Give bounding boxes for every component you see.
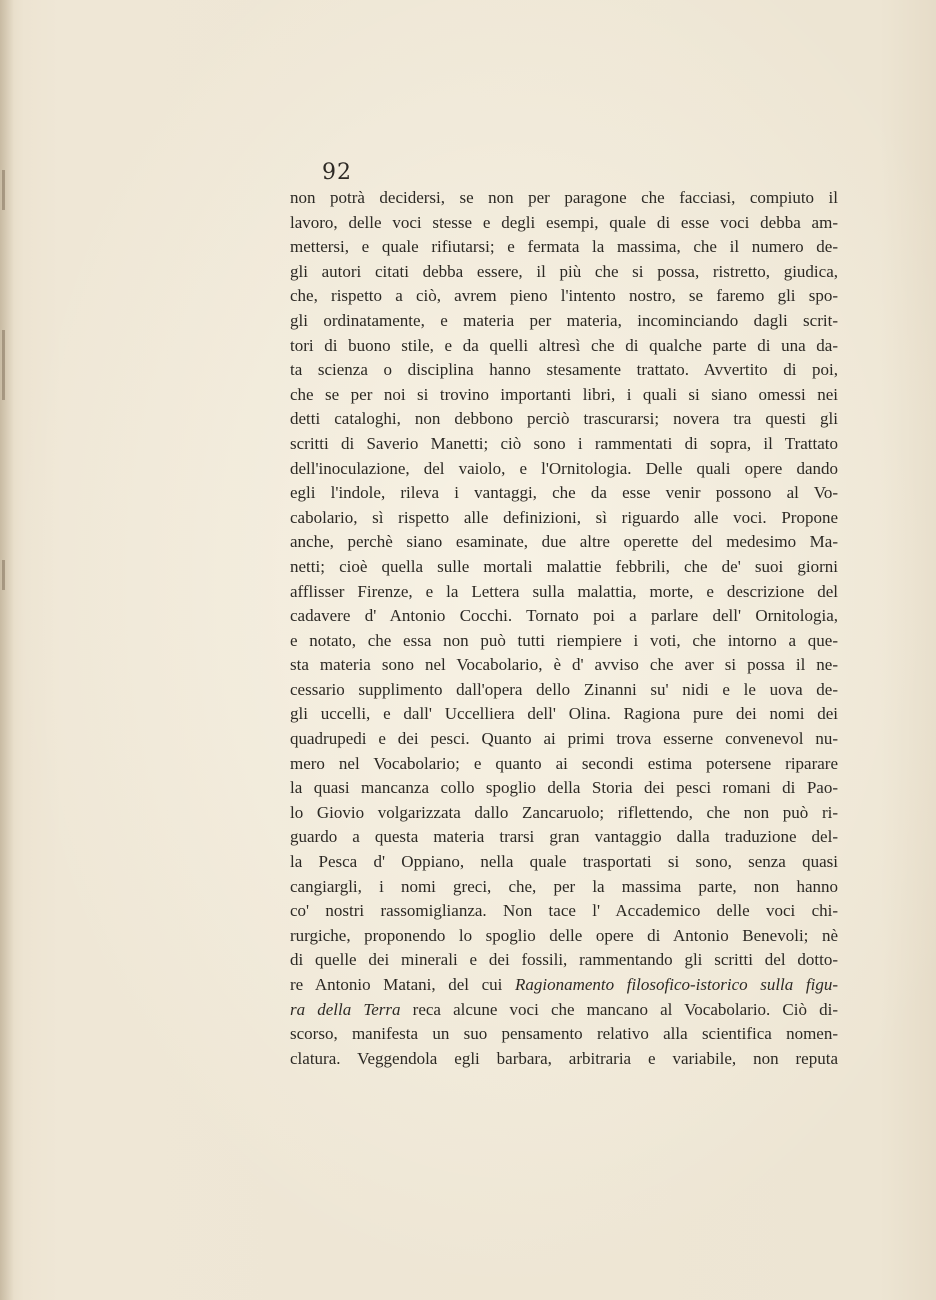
text-line bbox=[290, 653, 838, 678]
text-line bbox=[290, 407, 838, 432]
text-segment: che, rispetto a ciò, avrem pieno l'intento nostro, se faremo gli spo- bbox=[290, 286, 838, 306]
text-line bbox=[290, 948, 838, 973]
text-segment: tori di buono stile, e da quelli altresì che di qualche parte di una da- bbox=[290, 335, 838, 355]
text-line bbox=[290, 260, 838, 285]
text-segment: lo Giovio volgarizzata dallo Zancaruolo; riflettendo, che non può ri- bbox=[290, 802, 838, 822]
text-line bbox=[290, 629, 838, 654]
text-line bbox=[290, 481, 838, 506]
text-line bbox=[290, 457, 838, 482]
text-segment: mettersi, e quale rifiutarsi; e fermata la massima, che il numero de- bbox=[290, 237, 838, 257]
text-segment: quadrupedi e dei pesci. Quanto ai primi trova esserne convenevol nu- bbox=[290, 729, 838, 749]
text-line bbox=[290, 973, 838, 998]
text-segment: egli l'indole, rileva i vantaggi, che da esse venir possono al Vo- bbox=[290, 483, 838, 503]
text-segment: gli uccelli, e dall' Uccelliera dell' Olina. Ragiona pure dei nomi dei bbox=[290, 704, 838, 724]
text-segment: sta materia sono nel Vocabolario, è d' avviso che aver si possa il ne- bbox=[290, 655, 838, 675]
text-segment: che se per noi si trovino importanti libri, i quali si siano omessi nei bbox=[290, 384, 838, 404]
text-line bbox=[290, 235, 838, 260]
text-line bbox=[290, 334, 838, 359]
italic-text-segment: Ragionamento filosofico-istorico sulla figu- bbox=[514, 975, 838, 994]
text-segment: scritti di Saverio Manetti; ciò sono i rammentati di sopra, il Trattato bbox=[290, 433, 838, 453]
text-line bbox=[290, 432, 838, 457]
text-segment: guardo a questa materia trarsi gran vantaggio dalla traduzione del- bbox=[290, 827, 838, 847]
text-line bbox=[290, 186, 838, 211]
text-line bbox=[290, 825, 838, 850]
text-line bbox=[290, 1022, 838, 1047]
text-line bbox=[290, 211, 838, 236]
margin-stain bbox=[2, 170, 5, 210]
text-segment: reca alcune voci che mancano al Vocabolario. Ciò di- bbox=[400, 999, 838, 1019]
text-line bbox=[290, 383, 838, 408]
text-segment: e notato, che essa non può tutti riempiere i voti, che intorno a que- bbox=[290, 630, 838, 650]
text-segment: clatura. Veggendola egli barbara, arbitraria e variabile, non reputa bbox=[290, 1048, 838, 1068]
text-line bbox=[290, 727, 838, 752]
text-line bbox=[290, 678, 838, 703]
text-segment: re Antonio Matani, del cui bbox=[290, 975, 515, 994]
text-line bbox=[290, 924, 838, 949]
text-segment: la Pesca d' Oppiano, nella quale trasportati si sono, senza quasi bbox=[290, 852, 838, 872]
text-segment: netti; cioè quella sulle mortali malattie febbrili, che de' suoi giorni bbox=[290, 556, 838, 576]
body-text bbox=[290, 186, 838, 1071]
text-line bbox=[290, 998, 838, 1023]
text-line bbox=[290, 899, 838, 924]
text-line bbox=[290, 555, 838, 580]
text-line bbox=[290, 358, 838, 383]
text-line bbox=[290, 776, 838, 801]
text-line bbox=[290, 875, 838, 900]
text-line bbox=[290, 309, 838, 334]
text-segment: di quelle dei minerali e dei fossili, rammentando gli scritti del dotto- bbox=[290, 950, 838, 970]
text-line bbox=[290, 506, 838, 531]
page-number: 92 bbox=[322, 160, 352, 185]
text-segment: ta scienza o disciplina hanno stesamente trattato. Avvertito di poi, bbox=[290, 360, 838, 380]
text-line bbox=[290, 801, 838, 826]
text-segment: la quasi mancanza collo spoglio della Storia dei pesci romani di Pao- bbox=[290, 778, 838, 798]
text-segment: gli autori citati debba essere, il più che si possa, ristretto, giudica, bbox=[290, 261, 838, 281]
text-segment: dell'inoculazione, del vaiolo, e l'Ornitologia. Delle quali opere dando bbox=[290, 458, 838, 478]
text-segment: lavoro, delle voci stesse e degli esempi, quale di esse voci debba am- bbox=[290, 212, 838, 232]
text-segment: cessario supplimento dall'opera dello Zinanni su' nidi e le uova de- bbox=[290, 679, 838, 699]
text-line bbox=[290, 752, 838, 777]
text-segment: gli ordinatamente, e materia per materia, incominciando dagli scrit- bbox=[290, 310, 838, 330]
margin-stain bbox=[2, 330, 5, 400]
text-line bbox=[290, 604, 838, 629]
text-line bbox=[290, 702, 838, 727]
text-segment: non potrà decidersi, se non per paragone che facciasi, compiuto il bbox=[290, 188, 838, 207]
text-segment: mero nel Vocabolario; e quanto ai secondi estima potersene riparare bbox=[290, 753, 838, 773]
text-segment: scorso, manifesta un suo pensamento relativo alla scientifica nomen- bbox=[290, 1024, 838, 1044]
text-segment: anche, perchè siano esaminate, due altre operette del medesimo Ma- bbox=[290, 532, 838, 552]
text-segment: cadavere d' Antonio Cocchi. Tornato poi a parlare dell' Ornitologia, bbox=[290, 606, 838, 626]
text-segment: cabolario, sì rispetto alle definizioni, sì riguardo alle voci. Propone bbox=[290, 507, 838, 527]
text-segment: cangiargli, i nomi greci, che, per la massima parte, non hanno bbox=[290, 876, 838, 896]
text-line bbox=[290, 1047, 838, 1072]
text-line bbox=[290, 530, 838, 555]
margin-stain bbox=[2, 560, 5, 590]
text-segment: co' nostri rassomiglianza. Non tace l' Accademico delle voci chi- bbox=[290, 901, 838, 921]
text-line bbox=[290, 850, 838, 875]
text-line bbox=[290, 284, 838, 309]
text-segment: detti cataloghi, non debbono perciò trascurarsi; novera tra questi gli bbox=[290, 409, 838, 429]
text-line bbox=[290, 580, 838, 605]
text-segment: afflisser Firenze, e la Lettera sulla malattia, morte, e descrizione del bbox=[290, 581, 838, 601]
text-segment: rurgiche, proponendo lo spoglio delle opere di Antonio Benevoli; nè bbox=[290, 925, 838, 945]
italic-text-segment: ra della Terra bbox=[290, 999, 401, 1019]
